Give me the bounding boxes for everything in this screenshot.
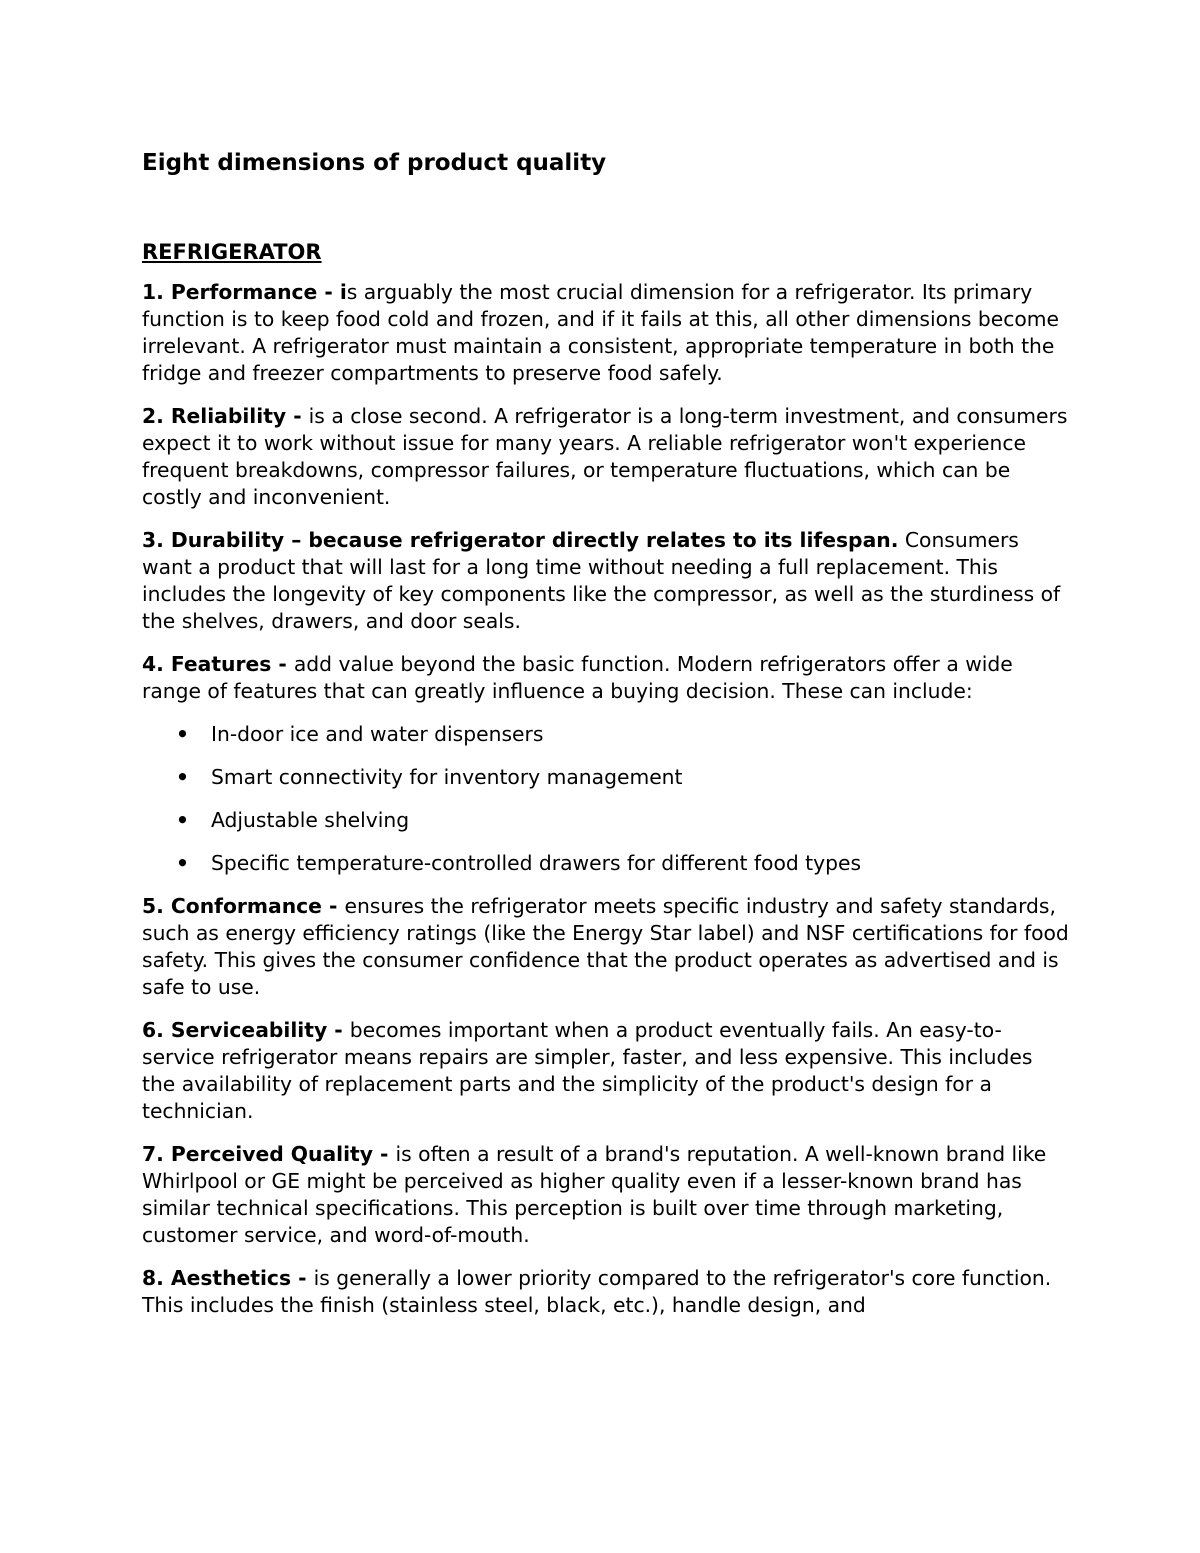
list-item [142, 850, 1072, 877]
list-item-text: In-door ice and water dispensers [211, 722, 544, 746]
paragraph-text: add value beyond the basic function. Modern refrigerators offer a wide range of features that can greatly influence a buying decision. These can include: [142, 652, 1013, 703]
paragraph-lead: 3. Durability – because refrigerator directly relates to its lifespan. [142, 528, 899, 552]
paragraph-lead: 5. Conformance - [142, 894, 345, 918]
bullet-icon: • [176, 765, 189, 789]
paragraph-reliability [142, 403, 1072, 511]
document-title: Eight dimensions of product quality [142, 150, 607, 176]
list-item [142, 721, 1072, 748]
paragraph-durability [142, 527, 1072, 635]
paragraph-conformance [142, 893, 1072, 1001]
list-item-text: Specific temperature-controlled drawers for different food types [211, 851, 862, 875]
paragraph-lead: 2. Reliability - [142, 404, 309, 428]
list-item-text: Smart connectivity for inventory management [211, 765, 683, 789]
paragraph-lead: 1. Performance - i [142, 280, 347, 304]
paragraph-aesthetics [142, 1265, 1072, 1319]
paragraph-lead: 7. Perceived Quality - [142, 1142, 396, 1166]
paragraph-lead: 6. Serviceability - [142, 1018, 350, 1042]
paragraph-text: is often a result of a brand's reputation. A well-known brand like Whirlpool or GE might be perceived as higher quality even if a lesser-known brand has similar technical specifications. This perception is built over time through marketing, customer service, and word-of-mouth. [142, 1142, 1047, 1247]
paragraph-text: ensures the refrigerator meets specific industry and safety standards, such as energy efficiency ratings (like the Energy Star label) and NSF certifications for food safety. This gives the consumer confidence that the product operates as advertised and is safe to use. [142, 894, 1069, 999]
paragraph-text: is generally a lower priority compared to the refrigerator's core function. This includes the finish (stainless steel, black, etc.), handle design, and [142, 1266, 1052, 1317]
list-item [142, 764, 1072, 791]
list-item-text: Adjustable shelving [211, 808, 410, 832]
paragraph-text: is a close second. A refrigerator is a long-term investment, and consumers expect it to work without issue for many years. A reliable refrigerator won't experience frequent breakdowns, compressor failures, or temperature fluctuations, which can be costly and inconvenient. [142, 404, 1068, 509]
bullet-icon: • [176, 851, 189, 875]
paragraph-lead: 4. Features - [142, 652, 294, 676]
paragraph-lead: 8. Aesthetics - [142, 1266, 314, 1290]
paragraph-text: s arguably the most crucial dimension for a refrigerator. Its primary function is to keep food cold and frozen, and if it fails at this, all other dimensions become irrelevant. A refrigerator must maintain a consistent, appropriate temperature in both the fridge and freezer compartments to preserve food safely. [142, 280, 1060, 385]
feature-bullet-list [142, 721, 1072, 877]
section-heading: REFRIGERATOR [142, 240, 322, 264]
bullet-icon: • [176, 722, 189, 746]
paragraph-text: Consumers want a product that will last for a long time without needing a full replacement. This includes the longevity of key components like the compressor, as well as the sturdiness of the shelves, drawers, and door seals. [142, 528, 1061, 633]
list-item [142, 807, 1072, 834]
document-page [142, 146, 1072, 1319]
paragraph-performance [142, 279, 1072, 387]
bullet-icon: • [176, 808, 189, 832]
paragraph-serviceability [142, 1017, 1072, 1125]
paragraph-perceived-quality [142, 1141, 1072, 1249]
paragraph-features [142, 651, 1072, 705]
paragraph-text: becomes important when a product eventually fails. An easy-to-service refrigerator means repairs are simpler, faster, and less expensive. This includes the availability of replacement parts and the simplicity of the product's design for a technician. [142, 1018, 1033, 1123]
